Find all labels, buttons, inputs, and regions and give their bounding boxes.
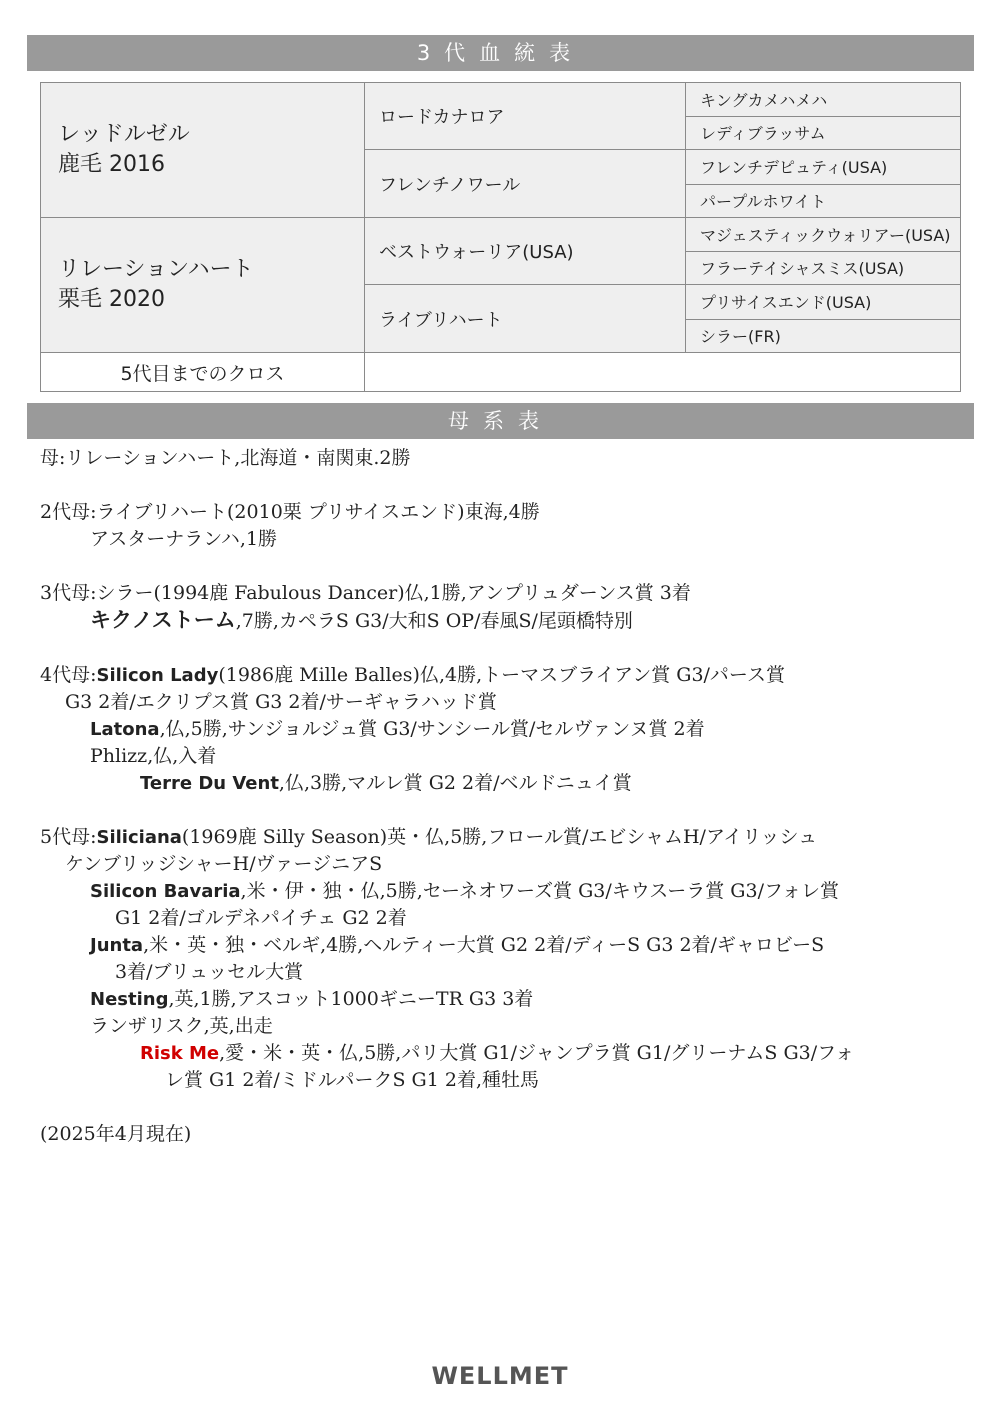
family-line: 3代母:シラー(1994鹿 Fabulous Dancer)仏,1勝,アンプリュダーンス賞 3着 — [40, 582, 691, 604]
dam-block — [40, 445, 965, 472]
fourth-dam-block — [40, 662, 965, 797]
family-line: 3着/ブリュッセル大賞 — [115, 961, 304, 983]
family-line: Phlizz,仏,入着 — [90, 745, 217, 767]
horse-name: Nesting — [90, 989, 169, 1010]
sire-name: レッドルゼル — [58, 122, 190, 147]
family-line: キクノストーム,7勝,カペラS G3/大和S OP/春風S/尾頭橋特別 — [90, 608, 633, 632]
family-line: Junta,米・英・独・ベルギ,4勝,ヘルティー大賞 G2 2着/ディーS G3 2着/ギャロビーS — [90, 934, 825, 956]
wellmet-logo: WELLMET — [431, 1362, 569, 1390]
g2-cell: ベストウォーリア(USA) — [365, 218, 686, 285]
family-line: レ賞 G1 2着/ミドルパークS G1 2着,種牡馬 — [165, 1069, 539, 1091]
fifth-dam-block — [40, 824, 965, 1094]
family-line: Latona,仏,5勝,サンジョルジュ賞 G3/サンシール賞/セルヴァンヌ賞 2着 — [90, 718, 705, 740]
third-dam-block — [40, 580, 965, 635]
g3-cell: プリサイスエンド(USA) — [686, 285, 961, 320]
family-line: 5代母:Siliciana(1969鹿 Silly Season)英・仏,5勝,フロール賞/エビシャムH/アイリッシュ — [40, 826, 818, 848]
horse-name: キクノストーム — [90, 608, 236, 632]
g3-cell: レディブラッサム — [686, 116, 961, 150]
g2-cell: ロードカナロア — [365, 83, 686, 150]
horse-name: Terre Du Vent — [140, 773, 279, 794]
family-line: ケンブリッジシャーH/ヴァージニアS — [65, 853, 383, 875]
dam-cell — [41, 218, 365, 353]
pedigree-header: 3代血統表 — [27, 35, 974, 71]
family-line: Terre Du Vent,仏,3勝,マルレ賞 G2 2着/ベルドニュイ賞 — [140, 772, 632, 794]
horse-name: Junta — [90, 935, 144, 956]
g3-cell: パープルホワイト — [686, 184, 961, 218]
g3-cell: キングカメハメハ — [686, 83, 961, 117]
horse-name: Silicon Bavaria — [90, 881, 241, 902]
horse-name: Siliciana — [96, 827, 182, 848]
horse-name: Latona — [90, 719, 160, 740]
family-text — [40, 445, 965, 1148]
family-line: G3 2着/エクリプス賞 G3 2着/サーギャラハッド賞 — [65, 691, 497, 713]
pedigree-table — [40, 82, 961, 392]
g2-cell: ライブリハート — [365, 285, 686, 353]
dam-info: 栗毛 2020 — [58, 287, 165, 312]
family-line: Risk Me,愛・米・英・仏,5勝,パリ大賞 G1/ジャンプラ賞 G1/グリーナムS G3/フォ — [140, 1042, 855, 1064]
family-line: ランザリスク,英,出走 — [90, 1015, 273, 1037]
family-line: 4代母:Silicon Lady(1986鹿 Mille Balles)仏,4勝,トーマスブライアン賞 G3/パース賞 — [40, 664, 785, 686]
dam-name: リレーションハート — [58, 257, 254, 282]
family-line: Silicon Bavaria,米・伊・独・仏,5勝,セーネオワーズ賞 G3/キウスーラ賞 G3/フォレ賞 — [90, 880, 840, 902]
sire-info: 鹿毛 2016 — [58, 152, 165, 177]
g3-cell: シラー(FR) — [686, 319, 961, 353]
cross-label: 5代目までのクロス — [41, 353, 365, 392]
g3-cell: マジェスティックウォリアー(USA) — [686, 218, 961, 252]
family-line: G1 2着/ゴルデネパイチェ G2 2着 — [115, 907, 407, 929]
sire-cell — [41, 83, 365, 218]
family-line: アスターナランハ,1勝 — [90, 528, 278, 550]
family-line: Nesting,英,1勝,アスコット1000ギニーTR G3 3着 — [90, 988, 534, 1010]
family-line: 2代母:ライブリハート(2010栗 プリサイスエンド)東海,4勝 — [40, 501, 540, 523]
g3-cell: フラーテイシャスミス(USA) — [686, 251, 961, 285]
g3-cell: フレンチデピュティ(USA) — [686, 150, 961, 185]
horse-name-highlight: Risk Me — [140, 1043, 220, 1064]
second-dam-block — [40, 499, 965, 553]
horse-name: Silicon Lady — [96, 665, 219, 686]
cross-value — [365, 353, 961, 392]
as-of-note: (2025年4月現在) — [40, 1123, 192, 1145]
g2-cell: フレンチノワール — [365, 150, 686, 218]
family-line: 母:リレーションハート,北海道・南関東.2勝 — [40, 447, 411, 469]
family-header: 母系表 — [27, 403, 974, 439]
